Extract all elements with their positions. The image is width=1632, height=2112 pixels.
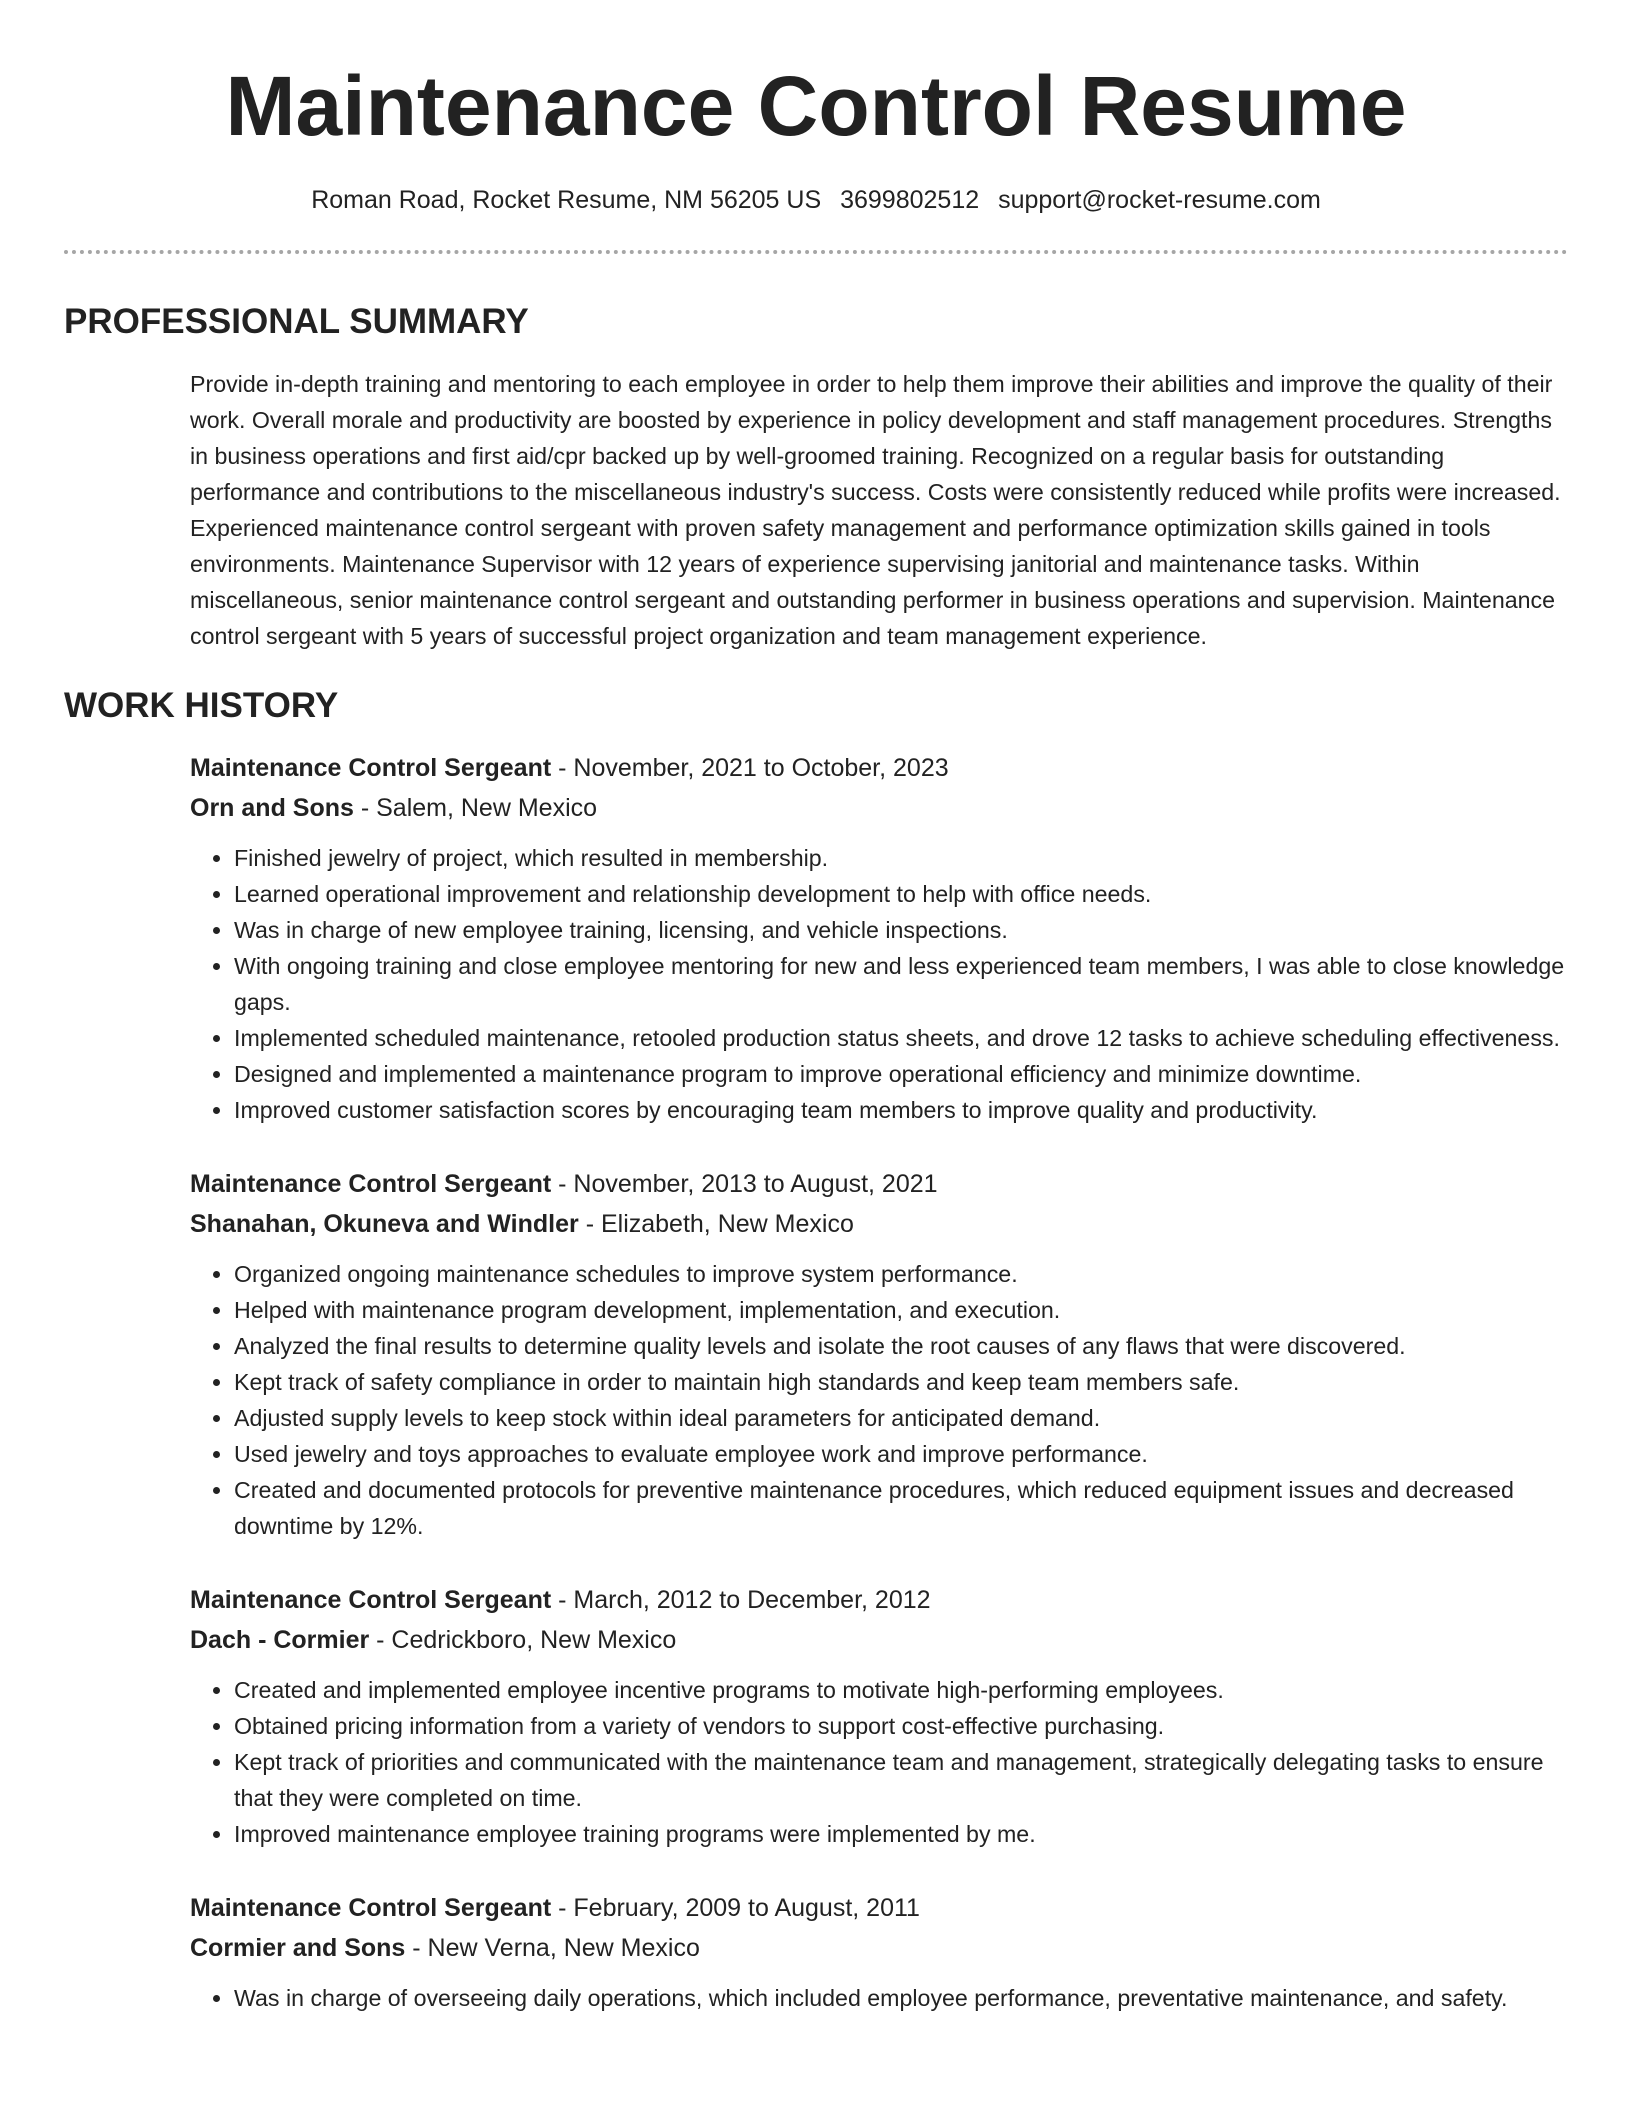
job-bullet: • Designed and implemented a maintenance program to improve operational efficiency and minimize downtime.	[234, 1056, 1568, 1092]
job-bullet: • Created and implemented employee incentive programs to motivate high-performing employees.	[234, 1672, 1568, 1708]
job-company: Dach - Cormier	[190, 1626, 370, 1654]
contact-phone: 3699802512	[840, 186, 980, 214]
job-bullet: • Kept track of safety compliance in order to maintain high standards and keep team members safe.	[234, 1364, 1568, 1400]
job-bullet: • Organized ongoing maintenance schedules to improve system performance.	[234, 1256, 1568, 1292]
job-title-line	[190, 1580, 1568, 1620]
job-entry	[190, 1888, 1568, 2016]
job-bullet: • Was in charge of new employee training, licensing, and vehicle inspections.	[234, 912, 1568, 948]
job-title: Maintenance Control Sergeant	[190, 1586, 552, 1614]
job-bullet: • Adjusted supply levels to keep stock within ideal parameters for anticipated demand.	[234, 1400, 1568, 1436]
job-company-line	[190, 1620, 1568, 1660]
job-bullets	[190, 1980, 1568, 2016]
job-bullet: • Implemented scheduled maintenance, retooled production status sheets, and drove 12 tasks to achieve scheduling effectiveness.	[234, 1020, 1568, 1056]
job-dates: - February, 2009 to August, 2011	[551, 1894, 920, 1922]
contact-address: Roman Road, Rocket Resume, NM 56205 US	[311, 186, 822, 214]
job-bullet: • Was in charge of overseeing daily operations, which included employee performance, preventative maintenance, and safety.	[234, 1980, 1568, 2016]
contact-info	[64, 182, 1568, 218]
job-bullet: • Improved maintenance employee training programs were implemented by me.	[234, 1816, 1568, 1852]
job-location: - Elizabeth, New Mexico	[578, 1210, 854, 1238]
job-bullet: • Improved customer satisfaction scores by encouraging team members to improve quality and productivity.	[234, 1092, 1568, 1128]
job-bullet: • With ongoing training and close employee mentoring for new and less experienced team members, I was able to close knowledge gaps.	[234, 948, 1568, 1020]
job-company: Orn and Sons	[190, 794, 354, 822]
job-company-line	[190, 788, 1568, 828]
job-bullets	[190, 1256, 1568, 1544]
contact-email: support@rocket-resume.com	[998, 186, 1321, 214]
job-title-line	[190, 1164, 1568, 1204]
job-bullet: • Finished jewelry of project, which resulted in membership.	[234, 840, 1568, 876]
job-company: Cormier and Sons	[190, 1934, 406, 1962]
job-title: Maintenance Control Sergeant	[190, 1894, 552, 1922]
job-location: - New Verna, New Mexico	[405, 1934, 700, 1962]
job-bullet: • Obtained pricing information from a variety of vendors to support cost-effective purchasing.	[234, 1708, 1568, 1744]
job-location: - Salem, New Mexico	[353, 794, 598, 822]
job-bullet: • Learned operational improvement and relationship development to help with office needs.	[234, 876, 1568, 912]
resume-title: Maintenance Control Resume	[225, 59, 1407, 153]
work-history-heading: WORK HISTORY	[64, 686, 339, 725]
job-entry	[190, 1580, 1568, 1852]
job-dates: - March, 2012 to December, 2012	[551, 1586, 931, 1614]
job-company: Shanahan, Okuneva and Windler	[190, 1210, 579, 1238]
summary-heading: PROFESSIONAL SUMMARY	[64, 302, 529, 341]
job-dates: - November, 2021 to October, 2023	[551, 754, 949, 782]
job-bullets	[190, 1672, 1568, 1852]
job-bullet: • Kept track of priorities and communicated with the maintenance team and management, strategically delegating tasks to ensure that they were completed on time.	[234, 1744, 1568, 1816]
header-divider	[64, 250, 1568, 254]
job-bullet: • Used jewelry and toys approaches to evaluate employee work and improve performance.	[234, 1436, 1568, 1472]
job-dates: - November, 2013 to August, 2021	[551, 1170, 938, 1198]
job-bullet: • Created and documented protocols for preventive maintenance procedures, which reduced equipment issues and decreased downtime by 12%.	[234, 1472, 1568, 1544]
job-title: Maintenance Control Sergeant	[190, 754, 552, 782]
job-title-line	[190, 1888, 1568, 1928]
job-bullet: • Helped with maintenance program development, implementation, and execution.	[234, 1292, 1568, 1328]
job-entry	[190, 748, 1568, 1128]
job-bullets	[190, 840, 1568, 1128]
job-title-line	[190, 748, 1568, 788]
job-location: - Cedrickboro, New Mexico	[369, 1626, 677, 1654]
job-company-line	[190, 1204, 1568, 1244]
job-entry	[190, 1164, 1568, 1544]
summary-text: Provide in-depth training and mentoring to each employee in order to help them improve their abilities and improve the quality of their work. Overall morale and productivity are boosted by experience in policy development and staff management procedures. Strengths in business operations and first aid/cpr backed up by well-groomed training. Recognized on a regular basis for outstanding performance and contributions to the miscellaneous industry's success. Costs were consistently reduced while profits were increased. Experienced maintenance control sergeant with proven safety management and performance optimization skills gained in tools environments. Maintenance Supervisor with 12 years of experience supervising janitorial and maintenance tasks. Within miscellaneous, senior maintenance control sergeant and outstanding performer in business operations and supervision. Maintenance control sergeant with 5 years of successful project organization and team management experience.	[190, 371, 1561, 649]
job-company-line	[190, 1928, 1568, 1968]
job-bullet: • Analyzed the final results to determine quality levels and isolate the root causes of any flaws that were discovered.	[234, 1328, 1568, 1364]
job-title: Maintenance Control Sergeant	[190, 1170, 552, 1198]
